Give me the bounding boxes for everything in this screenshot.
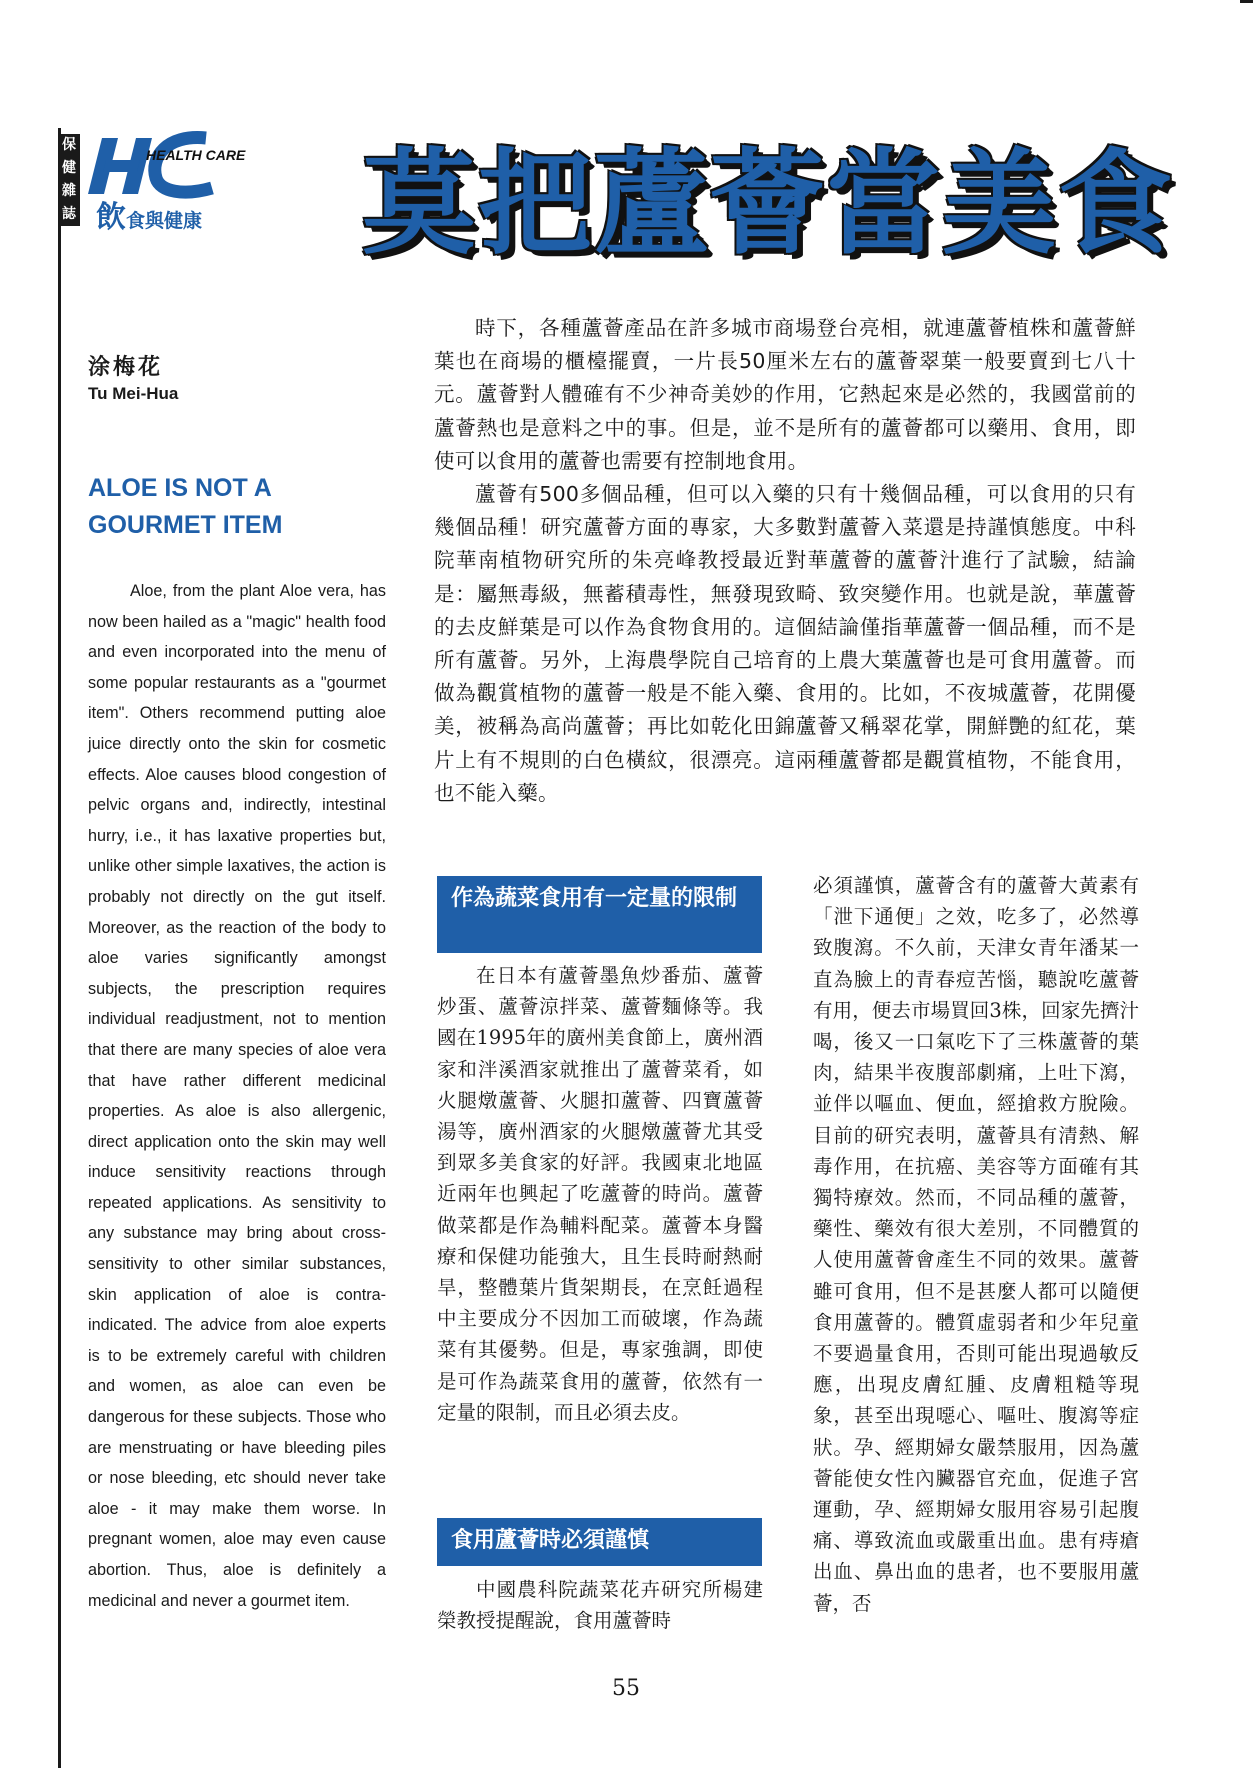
section-heading-caution: 食用蘆薈時必須謹慎 xyxy=(437,1518,762,1566)
section-body-caution xyxy=(437,1574,763,1636)
magazine-label-char: 健 xyxy=(62,160,76,176)
magazine-label-char: 保 xyxy=(62,137,76,153)
english-abstract xyxy=(88,576,386,1616)
right-column-paragraph: 必須謹慎，蘆薈含有的蘆薈大黃素有「泄下通便」之效，吃多了，必然導致腹瀉。不久前，天津女青年潘某一直為臉上的青春痘苦惱，聽說吃蘆薈有用，便去市場買回3株，回家先擠汁喝，後又一口氣吃下了三株蘆薈的葉肉，結果半夜腹部劇痛，上吐下瀉，並伴以嘔血、便血，經搶救方脫險。目前的研究表明，蘆薈具有清熱、解毒作用，在抗癌、美容等方面確有其獨特療效。然而，不同品種的蘆薈，藥性、藥效有很大差別，不同體質的人使用蘆薈會產生不同的效果。蘆薈雖可食用，但不是甚麼人都可以隨便食用蘆薈的。體質虛弱者和少年兒童不要過量食用，否則可能出現過敏反應，出現皮膚紅腫、皮膚粗糙等現象，甚至出現噁心、嘔吐、腹瀉等症狀。孕、經期婦女嚴禁服用，因為蘆薈能使女性內臟器官充血，促進子宮運動，孕、經期婦女服用容易引起腹痛、導致流血或嚴重出血。患有痔瘡出血、鼻出血的患者，也不要服用蘆薈，否 xyxy=(813,874,1139,1615)
intro-paragraph: 蘆薈有500多個品種，但可以入藥的只有十幾個品種，可以食用的只有幾個品種！研究蘆薈方面的專家，大多數對蘆薈入菜還是持謹慎態度。中科院華南植物研究所的朱亮峰教授最近對華蘆薈的蘆薈汁進行了試驗，結論是：屬無毒級，無蓄積毒性，無發現致畸、致突變作用。也就是說，華蘆薈的去皮鮮葉是可以作為食物食用的。這個結論僅指華蘆薈一個品種，而不是所有蘆薈。另外，上海農學院自己培育的上農大葉蘆薈也是可食用蘆薈。而做為觀賞植物的蘆薈一般是不能入藥、食用的。比如，不夜城蘆薈，花開優美，被稱為高尚蘆薈；再比如乾化田錦蘆薈又稱翠花掌，開鮮艷的紅花，葉片上有不規則的白色橫紋，很漂亮。這兩種蘆薈都是觀賞植物，不能食用，也不能入藥。 xyxy=(434,482,1136,805)
logo-subtitle-big: 飲 xyxy=(96,200,126,235)
author-name-zh: 涂梅花 xyxy=(88,355,164,380)
section-paragraph: 在日本有蘆薈墨魚炒番茄、蘆薈炒蛋、蘆薈涼拌菜、蘆薈麵條等。我國在1995年的廣州美食節上，廣州酒家和泮溪酒家就推出了蘆薈菜肴，如火腿燉蘆薈、火腿扣蘆薈、四寶蘆薈湯等，廣州酒家的火腿燉蘆薈尤其受到眾多美食家的好評。我國東北地區近兩年也興起了吃蘆薈的時尚。蘆薈做菜都是作為輔料配菜。蘆薈本身醫療和保健功能強大，且生長時耐熱耐旱，整體葉片貨架期長，在烹飪過程中主要成分不因加工而破壞，作為蔬菜有其優勢。但是，專家強調，即使是可作為蔬菜食用的蘆薈，依然有一定量的限制，而且必須去皮。 xyxy=(437,964,763,1424)
article-title: 莫把蘆薈當美食 xyxy=(362,137,1175,270)
english-title: ALOE IS NOT A GOURMET ITEM xyxy=(88,474,283,539)
section-body-vegetable xyxy=(437,960,763,1428)
magazine-label-char: 雜 xyxy=(62,183,76,199)
english-abstract-text: Aloe, from the plant Aloe vera, has now been hailed as a "magic" health food and even incorporated into the menu of some popular restaurants as a "gourmet item". Others recommend putting aloe juice directly onto the skin for cosmetic effects. Aloe causes blood congestion of pelvic organs and, indirectly, intestinal hurry, i.e., it has laxative properties but, unlike other simple laxatives, the action is probably not directly on the gut itself. Moreover, as the reaction of the body to aloe varies significantly amongst subjects, the prescription requires individual readjustment, not to mention that there are many species of aloe vera that have rather different medicinal properties. As aloe is also allergenic, direct application onto the skin may well induce sensitivity reactions through repeated applications. As sensitivity to any substance may bring about cross-sensitivity to other similar substances, skin application of aloe is contra-indicated. The advice from aloe experts is to be extremely careful with children and women, as aloe can even be dangerous for these subjects. Those who are menstruating or have bleeding piles or nose bleeding, etc should never take aloe - it may make them worse. In pregnant women, aloe may even cause abortion. Thus, aloe is definitely a medicinal and never a gourmet item. xyxy=(88,582,386,1610)
right-column-text xyxy=(813,870,1139,1619)
magazine-label xyxy=(58,134,80,226)
author-name-en: Tu Mei-Hua xyxy=(88,384,179,403)
section-paragraph: 中國農科院蔬菜花卉研究所楊建榮教授提醒說，食用蘆薈時 xyxy=(437,1578,763,1633)
magazine-label-char: 誌 xyxy=(62,206,76,222)
section-heading-vegetable: 作為蔬菜食用有一定量的限制 xyxy=(437,876,762,953)
corner-mark xyxy=(1240,0,1253,3)
logo-subtitle-small: 食與健康 xyxy=(126,210,203,232)
page-number: 55 xyxy=(612,1676,640,1701)
logo-subtitle xyxy=(96,192,202,236)
intro-paragraph: 時下，各種蘆薈產品在許多城市商場登台亮相，就連蘆薈植株和蘆薈鮮葉也在商場的櫃檯擺賣，一片長50厘米左右的蘆薈翠葉一般要賣到七八十元。蘆薈對人體確有不少神奇美妙的作用，它熱起來是必然的，我國當前的蘆薈熱也是意料之中的事。但是，並不是所有的蘆薈都可以藥用、食用，即使可以食用的蘆薈也需要有控制地食用。 xyxy=(434,316,1136,473)
intro-text xyxy=(434,312,1136,810)
left-rule xyxy=(58,128,61,1768)
logo-text: HEALTH CARE xyxy=(146,147,246,163)
